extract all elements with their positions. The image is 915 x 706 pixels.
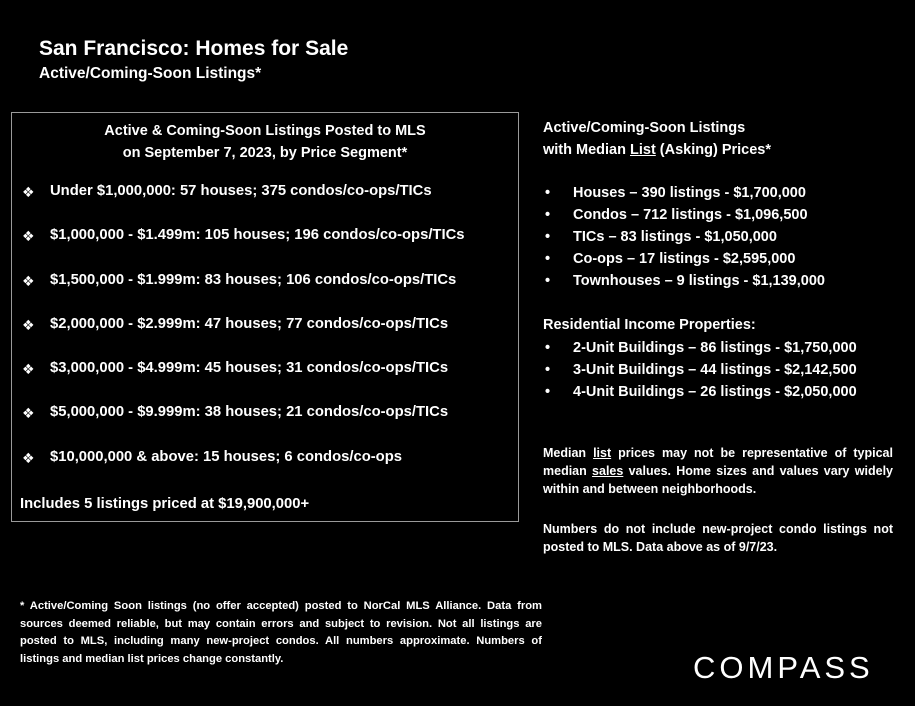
note-text: values. Home sizes and values vary widely within and between neighborhoods. [543,464,893,496]
income-properties-list [543,337,895,403]
compass-logo: COMPASS [693,650,874,685]
price-segment-item [12,315,518,359]
note-text-list: list [593,446,612,460]
price-segment-text: $5,000,000 - $9.999m: 38 houses; 21 condos/co-ops/TICs [50,404,449,421]
diamond-bullet-icon: ❖ [22,228,35,245]
price-segment-text: $10,000,000 & above: 15 houses; 6 condos/co-ops [50,448,402,465]
data-date-note: Numbers do not include new-project condo listings not posted to MLS. Data above as of 9/7/23. [543,522,893,554]
price-segment-item [12,226,518,270]
price-segment-heading-line2: on September 7, 2023, by Price Segment* [122,145,408,161]
bullet-icon: • [545,340,551,356]
price-segment-item [12,359,518,403]
bullet-icon: • [545,207,551,223]
price-segment-text: $1,000,000 - $1.499m: 105 houses; 196 condos/co-ops/TICs [50,227,465,244]
median-price-text: Houses – 390 listings - $1,700,000 [573,185,806,201]
price-segment-text: $3,000,000 - $4.999m: 45 houses; 31 condos/co-ops/TICs [50,360,449,377]
heading-text-pre: with Median [543,142,630,158]
income-properties-heading: Residential Income Properties: [543,317,756,333]
footnote: * Active/Coming Soon listings (no offer accepted) posted to NorCal MLS Alliance. Data from sources deemed reliable, but may contain errors and subject to revision. Not all listings are posted to MLS, including many new-project condos. All numbers approximate. Numbers of listings and median list prices change constantly. [20,600,542,665]
list-item [543,381,895,403]
diamond-bullet-icon: ❖ [22,449,35,466]
heading-text-post: (Asking) Prices* [655,142,772,158]
bullet-icon: • [545,384,551,400]
price-segment-panel [11,112,519,522]
bullet-icon: • [545,273,551,289]
median-prices-heading [543,117,771,161]
median-price-text: TICs – 83 listings - $1,050,000 [573,229,777,245]
median-prices-heading-line1: Active/Coming-Soon Listings [543,120,746,136]
median-price-text: Condos – 712 listings - $1,096,500 [573,207,808,223]
bullet-icon: • [545,251,551,267]
note-text: Median [543,446,594,460]
median-price-text: Townhouses – 9 listings - $1,139,000 [573,273,825,289]
list-item [543,270,895,292]
price-segment-item [12,448,518,492]
price-segment-text: $1,500,000 - $1.999m: 83 houses; 106 condos/co-ops/TICs [50,271,457,288]
list-item [543,337,895,359]
note-text-sales: sales [592,464,624,478]
bullet-icon: • [545,362,551,378]
diamond-bullet-icon: ❖ [22,361,35,378]
price-segment-item [12,182,518,226]
page-title: San Francisco: Homes for Sale [39,37,349,60]
diamond-bullet-icon: ❖ [22,184,35,200]
price-segment-text: $2,000,000 - $2.999m: 47 houses; 77 condos/co-ops/TICs [50,315,449,332]
list-item [543,182,895,204]
page-subtitle: Active/Coming-Soon Listings* [39,65,262,82]
price-segment-note: Includes 5 listings priced at $19,900,000+ [20,496,310,512]
price-segment-text: Under $1,000,000: 57 houses; 375 condos/co-ops/TICs [50,183,432,199]
price-segment-heading-line1: Active & Coming-Soon Listings Posted to MLS [104,123,426,139]
median-disclaimer-note [543,444,893,498]
list-item [543,204,895,226]
diamond-bullet-icon: ❖ [22,405,35,422]
note-text: prices may not be representative of typical median [543,446,893,478]
diamond-bullet-icon: ❖ [22,316,35,333]
price-segment-heading [12,120,518,164]
income-property-text: 4-Unit Buildings – 26 listings - $2,050,000 [573,384,857,400]
median-price-text: Co-ops – 17 listings - $2,595,000 [573,251,796,267]
price-segment-item [12,271,518,315]
median-prices-list [543,182,895,292]
price-segment-list [12,182,518,492]
list-item [543,226,895,248]
heading-text-list-underlined: List [630,142,656,158]
income-property-text: 2-Unit Buildings – 86 listings - $1,750,000 [573,340,857,356]
diamond-bullet-icon: ❖ [22,272,35,289]
list-item [543,359,895,381]
median-prices-heading-line2 [543,139,771,161]
bullet-icon: • [545,229,551,245]
price-segment-item [12,403,518,447]
income-property-text: 3-Unit Buildings – 44 listings - $2,142,500 [573,362,857,378]
list-item [543,248,895,270]
bullet-icon: • [545,185,551,201]
